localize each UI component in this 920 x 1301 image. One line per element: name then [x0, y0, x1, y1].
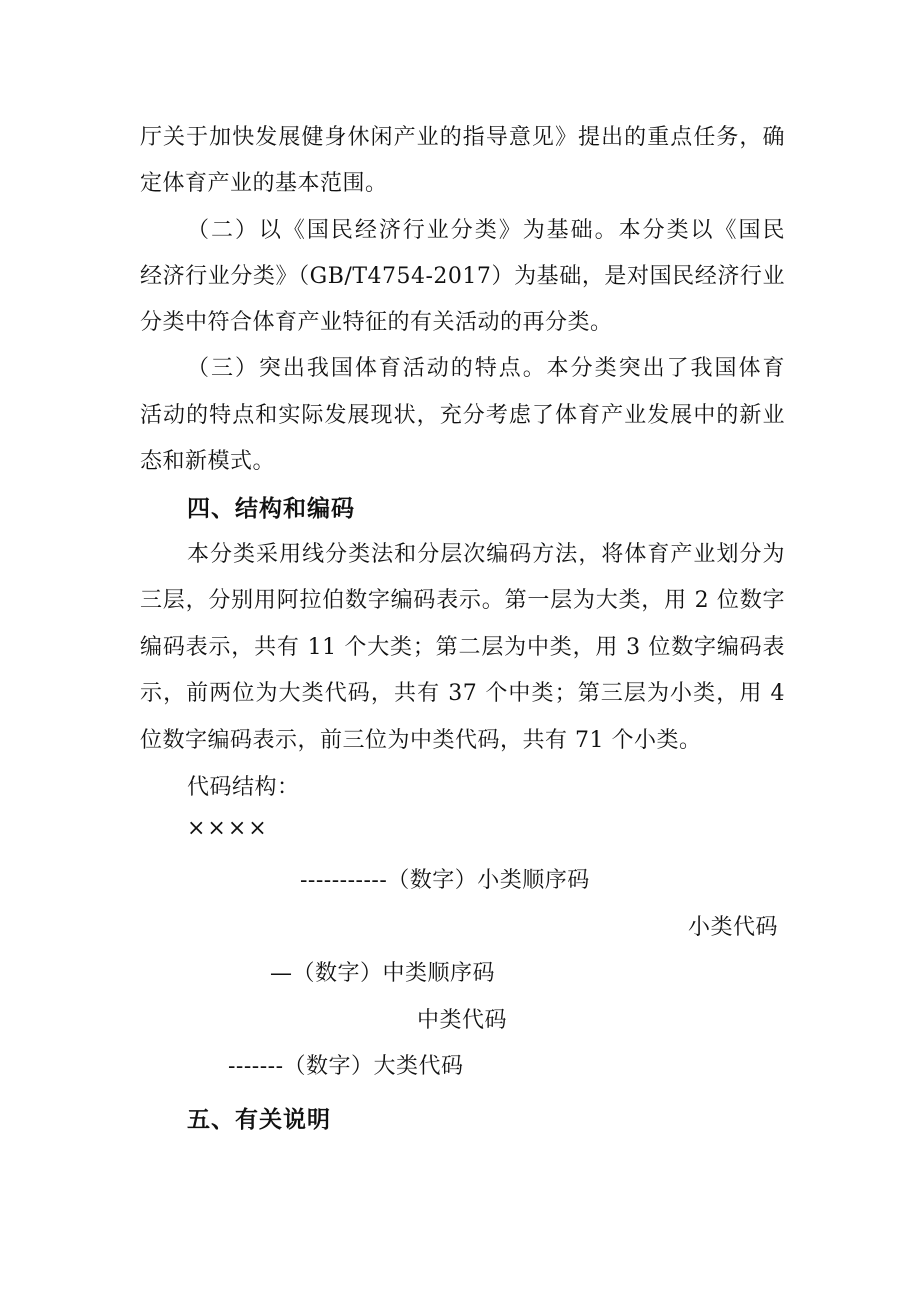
paragraph-line: （二）以《国民经济行业分类》为基础。本分类以《国民: [187, 218, 785, 243]
code-structure-line: -------（数字）大类代码: [228, 1054, 464, 1079]
paragraph-line: 经济行业分类》（GB/T4754-2017）为基础，是对国民经济行业: [140, 264, 785, 289]
paragraph-line: 定体育产业的基本范围。: [140, 171, 388, 196]
paragraph-line: 示，前两位为大类代码，共有 37 个中类；第三层为小类，用 4: [140, 681, 785, 706]
paragraph-line: 态和新模式。: [140, 449, 276, 474]
section-heading: 四、结构和编码: [187, 496, 355, 522]
paragraph-line: 厅关于加快发展健身休闲产业的指导意见》提出的重点任务，确: [140, 125, 785, 150]
code-structure-label: 代码结构：: [187, 775, 300, 800]
code-structure-line: -----------（数字）小类顺序码: [300, 868, 590, 893]
paragraph-line: 本分类采用线分类法和分层次编码方法，将体育产业划分为: [187, 542, 785, 567]
paragraph-line: （三）突出我国体育活动的特点。本分类突出了我国体育: [187, 356, 785, 381]
code-structure-line: 小类代码: [688, 915, 779, 940]
section-heading: 五、有关说明: [187, 1107, 331, 1133]
paragraph-line: 位数字编码表示，前三位为中类代码，共有 71 个小类。: [140, 728, 702, 753]
code-structure-line: —（数字）中类顺序码: [270, 961, 496, 986]
paragraph-line: 活动的特点和实际发展现状，充分考虑了体育产业发展中的新业: [140, 403, 785, 428]
paragraph-line: 编码表示，共有 11 个大类；第二层为中类，用 3 位数字编码表: [140, 635, 785, 660]
paragraph-line: 分类中符合体育产业特征的有关活动的再分类。: [140, 310, 613, 335]
paragraph-line: 三层，分别用阿拉伯数字编码表示。第一层为大类，用 2 位数字: [140, 588, 785, 613]
code-structure-line: 中类代码: [417, 1008, 508, 1033]
code-structure-symbols: ××××: [187, 816, 269, 841]
